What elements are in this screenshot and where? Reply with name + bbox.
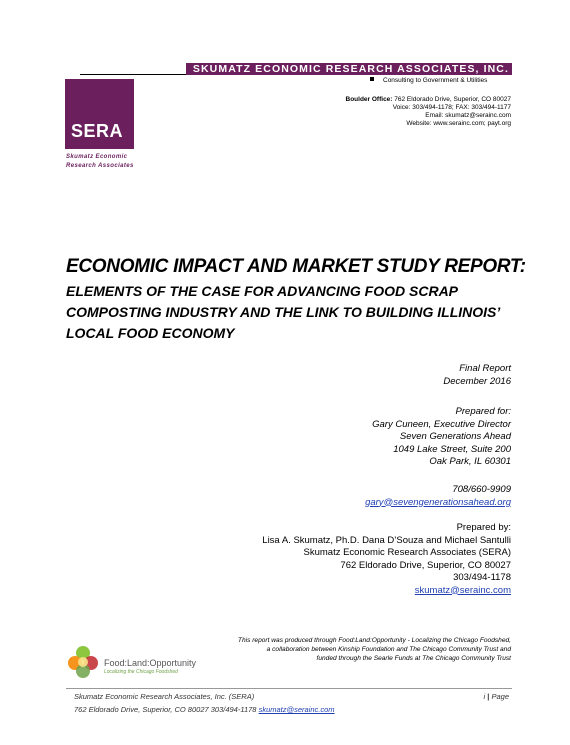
page-num: i (483, 692, 486, 701)
office-address-block (346, 96, 511, 128)
sera-logo-text: SERA (71, 121, 124, 141)
client-city: Oak Park, IL 60301 (429, 456, 511, 467)
prepared-by-label: Prepared by: (456, 522, 511, 533)
client-street: 1049 Lake Street, Suite 200 (393, 443, 511, 455)
footer-address-phone: 762 Eldorado Drive, Superior, CO 80027 303/494-1178 (74, 705, 259, 714)
tagline-text: Consulting to Government & Utilities (383, 77, 488, 84)
footer-rule (66, 688, 512, 689)
subtitle-line2: COMPOSTING INDUSTRY AND THE LINK TO BUILDING ILLINOIS’ (66, 304, 501, 320)
author-org: Skumatz Economic Research Associates (SERA) (303, 547, 511, 558)
client-phone: 708/660-9909 (452, 484, 511, 495)
client-contact-block (365, 484, 511, 509)
page-separator: | (485, 692, 492, 701)
logo-subtitle (66, 153, 134, 171)
header-website: Website: www.serainc.com; payt.org (406, 120, 511, 127)
subtitle-line1: ELEMENTS OF THE CASE FOR ADVANCING FOOD SCRAP (66, 283, 459, 299)
funding-note-line1: This report was produced through Food:Land:Opportunity - Localizing the Chicago Foodshed, (237, 637, 511, 644)
footer-address (74, 705, 335, 714)
partner-logo-name: Food:Land:Opportunity (104, 658, 197, 668)
report-status: Final Report (459, 363, 511, 374)
company-banner-text: SKUMATZ ECONOMIC RESEARCH ASSOCIATES, INC. (192, 63, 509, 75)
author-names: Lisa A. Skumatz, Ph.D. Dana D’Souza and Michael Santulli (262, 534, 511, 546)
logo-subtitle-line1: Skumatz Economic (66, 154, 128, 160)
author-phone: 303/494-1178 (453, 572, 511, 583)
client-name: Gary Cuneen, Executive Director (372, 418, 511, 430)
logo-subtitle-line2: Research Associates (66, 163, 134, 169)
client-email-link[interactable]: gary@sevengenerationsahead.org (365, 496, 511, 508)
food-land-opportunity-logo-icon (66, 645, 100, 684)
report-status-block (443, 363, 511, 388)
prepared-for-label: Prepared for: (455, 406, 511, 417)
bullet-square-icon (370, 77, 374, 81)
footer-company: Skumatz Economic Research Associates, Inc. (SERA) (74, 692, 255, 701)
author-email-link[interactable]: skumatz@serainc.com (414, 584, 511, 596)
report-date: December 2016 (443, 375, 511, 387)
tagline (370, 76, 487, 85)
funding-note (238, 636, 511, 663)
page-number (484, 692, 509, 701)
office-label: Boulder Office: (345, 96, 393, 103)
page-label: Page (491, 692, 509, 701)
prepared-by-block (262, 522, 511, 597)
funding-note-line2: a collaboration between Kinship Foundation and The Chicago Community Trust and (266, 646, 511, 653)
funding-note-line3: funded through the Searle Funds at The Chicago Community Trust (316, 655, 511, 662)
author-street: 762 Eldorado Drive, Superior, CO 80027 (340, 559, 511, 571)
prepared-for-block (372, 406, 511, 469)
report-subtitle (66, 281, 500, 344)
partner-logo-tagline: Localizing the Chicago Foodshed (104, 669, 178, 675)
header-email: Email: skumatz@serainc.com (425, 112, 511, 119)
sera-logo (65, 79, 134, 149)
footer-email-link[interactable]: skumatz@serainc.com (258, 705, 335, 714)
subtitle-line3: LOCAL FOOD ECONOMY (66, 325, 235, 341)
client-org: Seven Generations Ahead (399, 431, 511, 442)
office-address: 762 Eldorado Drive, Superior, CO 80027 (394, 96, 511, 103)
company-banner (186, 63, 512, 75)
voice-fax: Voice: 303/494-1178; FAX: 303/494-1177 (392, 104, 511, 111)
report-title: ECONOMIC IMPACT AND MARKET STUDY REPORT: (66, 256, 526, 277)
